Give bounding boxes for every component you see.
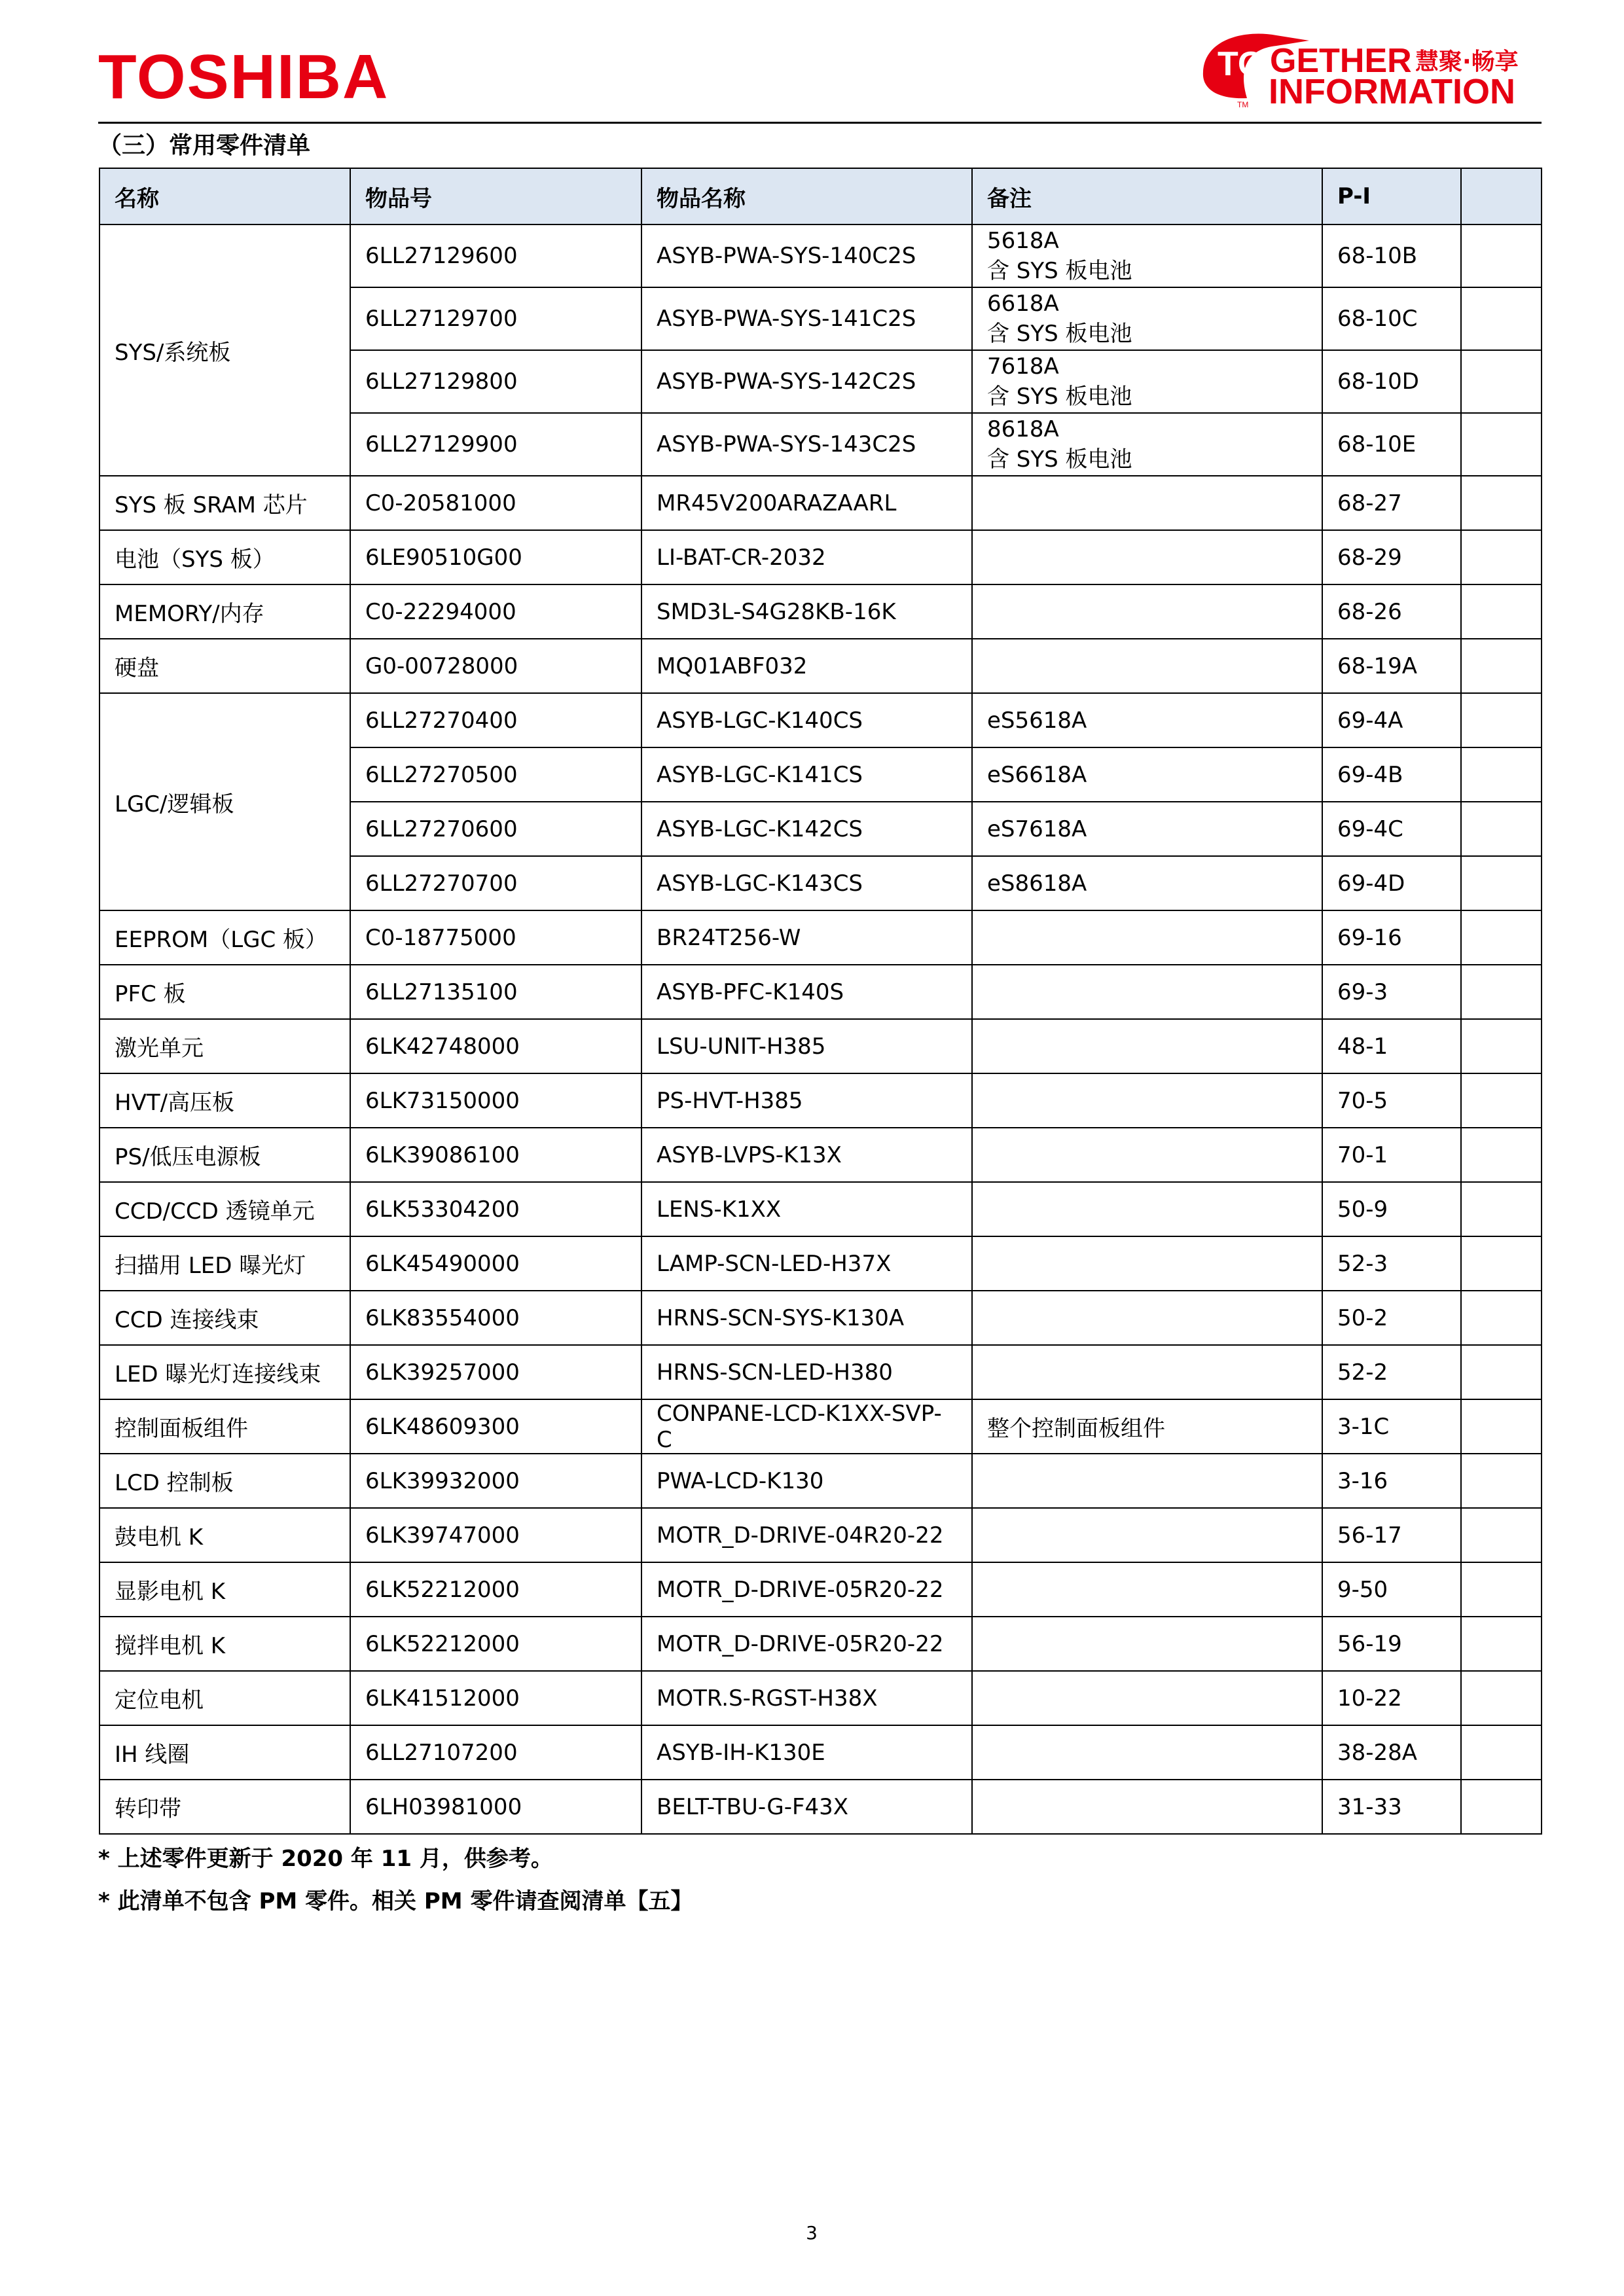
pi-cell: 31-33 bbox=[1322, 1780, 1461, 1834]
blank-cell bbox=[1461, 287, 1542, 350]
pi-cell: 52-2 bbox=[1322, 1345, 1461, 1399]
table-row bbox=[99, 224, 1542, 287]
note-line: 8618A bbox=[987, 416, 1059, 442]
pi-cell: 69-4D bbox=[1322, 856, 1461, 910]
name-cell: 电池（SYS 板） bbox=[99, 530, 350, 584]
pi-cell: 48-1 bbox=[1322, 1019, 1461, 1073]
part-name-cell: ASYB-LGC-K143CS bbox=[641, 856, 972, 910]
column-header-blank bbox=[1461, 168, 1542, 224]
table-row bbox=[99, 1236, 1542, 1291]
part-name-cell: LI-BAT-CR-2032 bbox=[641, 530, 972, 584]
name-cell: 转印带 bbox=[99, 1780, 350, 1834]
table-row bbox=[99, 1073, 1542, 1128]
table-row bbox=[99, 910, 1542, 965]
blank-cell bbox=[1461, 1073, 1542, 1128]
note-cell: eS5618A bbox=[972, 693, 1322, 747]
table-row bbox=[99, 1399, 1542, 1454]
table-row bbox=[99, 476, 1542, 530]
parts-rows bbox=[99, 910, 1542, 1834]
part-name-cell: LSU-UNIT-H385 bbox=[641, 1019, 972, 1073]
part-no-cell: 6LK45490000 bbox=[350, 1236, 641, 1291]
part-name-cell: BELT-TBU-G-F43X bbox=[641, 1780, 972, 1834]
table-row bbox=[99, 1345, 1542, 1399]
blank-cell bbox=[1461, 1345, 1542, 1399]
blank-cell bbox=[1461, 1182, 1542, 1236]
name-cell: PFC 板 bbox=[99, 965, 350, 1019]
part-no-cell: 6LK53304200 bbox=[350, 1182, 641, 1236]
part-name-cell: MOTR_D-DRIVE-05R20-22 bbox=[641, 1562, 972, 1617]
part-no-cell: 6LL27270600 bbox=[350, 802, 641, 856]
name-cell: EEPROM（LGC 板） bbox=[99, 910, 350, 965]
part-no-cell: 6LK73150000 bbox=[350, 1073, 641, 1128]
note-cell bbox=[972, 1291, 1322, 1345]
column-header-part-name: 物品名称 bbox=[641, 168, 972, 224]
pi-cell: 68-10B bbox=[1322, 224, 1461, 287]
part-no-cell: 6LL27135100 bbox=[350, 965, 641, 1019]
note-line: 含 SYS 板电池 bbox=[987, 384, 1132, 410]
part-no-cell: 6LK39257000 bbox=[350, 1345, 641, 1399]
note-cell bbox=[972, 584, 1322, 639]
group-cell-lgc: LGC/逻辑板 bbox=[99, 693, 350, 910]
part-name-cell: ASYB-PFC-K140S bbox=[641, 965, 972, 1019]
together-information-logo bbox=[1198, 26, 1538, 111]
note-cell bbox=[972, 1508, 1322, 1562]
name-cell: 鼓电机 K bbox=[99, 1508, 350, 1562]
part-name-cell: ASYB-LVPS-K13X bbox=[641, 1128, 972, 1182]
table-row bbox=[99, 1780, 1542, 1834]
pi-cell: 52-3 bbox=[1322, 1236, 1461, 1291]
part-name-cell: CONPANE-LCD-K1XX-SVP-C bbox=[641, 1399, 972, 1454]
name-cell: IH 线圈 bbox=[99, 1725, 350, 1780]
part-name-cell: MOTR_D-DRIVE-05R20-22 bbox=[641, 1617, 972, 1671]
blank-cell bbox=[1461, 1671, 1542, 1725]
table-row bbox=[99, 1671, 1542, 1725]
note-cell bbox=[972, 1073, 1322, 1128]
column-header-part-no: 物品号 bbox=[350, 168, 641, 224]
part-name-cell: HRNS-SCN-LED-H380 bbox=[641, 1345, 972, 1399]
part-no-cell: 6LK52212000 bbox=[350, 1562, 641, 1617]
pi-cell: 3-16 bbox=[1322, 1454, 1461, 1508]
pi-cell: 69-4A bbox=[1322, 693, 1461, 747]
note-line: 6618A bbox=[987, 291, 1059, 317]
part-no-cell: 6LL27129800 bbox=[350, 350, 641, 413]
part-no-cell: 6LL27129600 bbox=[350, 224, 641, 287]
part-name-cell: ASYB-IH-K130E bbox=[641, 1725, 972, 1780]
column-header-note: 备注 bbox=[972, 168, 1322, 224]
table-row bbox=[99, 1508, 1542, 1562]
blank-cell bbox=[1461, 693, 1542, 747]
part-name-cell: LENS-K1XX bbox=[641, 1182, 972, 1236]
part-no-cell: 6LK48609300 bbox=[350, 1399, 641, 1454]
pi-cell: 69-3 bbox=[1322, 965, 1461, 1019]
logo-information-text: INFORMATION bbox=[1269, 72, 1515, 111]
pi-cell: 68-10D bbox=[1322, 350, 1461, 413]
pi-cell: 56-19 bbox=[1322, 1617, 1461, 1671]
pi-cell: 3-1C bbox=[1322, 1399, 1461, 1454]
part-name-cell: ASYB-PWA-SYS-141C2S bbox=[641, 287, 972, 350]
table-row bbox=[99, 1019, 1542, 1073]
part-no-cell: C0-20581000 bbox=[350, 476, 641, 530]
name-cell: 定位电机 bbox=[99, 1671, 350, 1725]
blank-cell bbox=[1461, 1399, 1542, 1454]
table-row bbox=[99, 584, 1542, 639]
section-title: （三）常用零件清单 bbox=[98, 132, 311, 159]
blank-cell bbox=[1461, 856, 1542, 910]
pi-cell: 70-5 bbox=[1322, 1073, 1461, 1128]
note-cell bbox=[972, 1345, 1322, 1399]
name-cell: 激光单元 bbox=[99, 1019, 350, 1073]
part-name-cell: PWA-LCD-K130 bbox=[641, 1454, 972, 1508]
part-no-cell: 6LL27270500 bbox=[350, 747, 641, 802]
blank-cell bbox=[1461, 802, 1542, 856]
blank-cell bbox=[1461, 1128, 1542, 1182]
page-number: 3 bbox=[806, 2222, 818, 2244]
note-cell bbox=[972, 965, 1322, 1019]
blank-cell bbox=[1461, 476, 1542, 530]
note-cell bbox=[972, 1128, 1322, 1182]
name-cell: 显影电机 K bbox=[99, 1562, 350, 1617]
table-row bbox=[99, 693, 1542, 747]
pi-cell: 69-4C bbox=[1322, 802, 1461, 856]
part-no-cell: 6LL27129700 bbox=[350, 287, 641, 350]
name-cell: LED 曝光灯连接线束 bbox=[99, 1345, 350, 1399]
table-row bbox=[99, 1128, 1542, 1182]
table-row bbox=[99, 1454, 1542, 1508]
blank-cell bbox=[1461, 1725, 1542, 1780]
logo-tm-text: TM bbox=[1237, 100, 1249, 109]
table-row bbox=[99, 530, 1542, 584]
part-name-cell: ASYB-PWA-SYS-143C2S bbox=[641, 413, 972, 476]
part-no-cell: C0-22294000 bbox=[350, 584, 641, 639]
note-line: 7618A bbox=[987, 353, 1059, 380]
blank-cell bbox=[1461, 413, 1542, 476]
blank-cell bbox=[1461, 747, 1542, 802]
note-cell bbox=[972, 1182, 1322, 1236]
table-row bbox=[99, 1182, 1542, 1236]
footnote-pm: * 此清单不包含 PM 零件。相关 PM 零件请查阅清单【五】 bbox=[98, 1888, 693, 1914]
pi-cell: 10-22 bbox=[1322, 1671, 1461, 1725]
part-name-cell: BR24T256-W bbox=[641, 910, 972, 965]
part-name-cell: ASYB-LGC-K142CS bbox=[641, 802, 972, 856]
name-cell: HVT/高压板 bbox=[99, 1073, 350, 1128]
note-cell bbox=[972, 476, 1322, 530]
note-line: 含 SYS 板电池 bbox=[987, 446, 1132, 473]
note-line: 含 SYS 板电池 bbox=[987, 258, 1132, 284]
part-name-cell: MQ01ABF032 bbox=[641, 639, 972, 693]
note-cell bbox=[972, 1725, 1322, 1780]
note-cell bbox=[972, 910, 1322, 965]
table-row bbox=[99, 1617, 1542, 1671]
footnote-update: * 上述零件更新于 2020 年 11 月，供参考。 bbox=[98, 1846, 553, 1872]
part-no-cell: 6LK39086100 bbox=[350, 1128, 641, 1182]
part-name-cell: MR45V200ARAZAARL bbox=[641, 476, 972, 530]
table-row bbox=[99, 1725, 1542, 1780]
part-name-cell: ASYB-LGC-K140CS bbox=[641, 693, 972, 747]
note-cell bbox=[972, 1617, 1322, 1671]
note-cell bbox=[972, 530, 1322, 584]
blank-cell bbox=[1461, 1508, 1542, 1562]
logo-cn-text: 慧聚·畅享 bbox=[1415, 48, 1519, 75]
table-row bbox=[99, 1562, 1542, 1617]
blank-cell bbox=[1461, 910, 1542, 965]
part-name-cell: ASYB-PWA-SYS-140C2S bbox=[641, 224, 972, 287]
note-line: 含 SYS 板电池 bbox=[987, 321, 1132, 347]
name-cell: SYS 板 SRAM 芯片 bbox=[99, 476, 350, 530]
part-no-cell: 6LL27129900 bbox=[350, 413, 641, 476]
table-row bbox=[99, 1291, 1542, 1345]
blank-cell bbox=[1461, 1236, 1542, 1291]
part-no-cell: 6LK39747000 bbox=[350, 1508, 641, 1562]
part-no-cell: 6LK41512000 bbox=[350, 1671, 641, 1725]
table-row bbox=[99, 965, 1542, 1019]
part-no-cell: 6LK39932000 bbox=[350, 1454, 641, 1508]
parts-table bbox=[99, 168, 1542, 1835]
blank-cell bbox=[1461, 350, 1542, 413]
part-no-cell: 6LL27107200 bbox=[350, 1725, 641, 1780]
blank-cell bbox=[1461, 1562, 1542, 1617]
pi-cell: 50-2 bbox=[1322, 1291, 1461, 1345]
note-line: 5618A bbox=[987, 228, 1059, 254]
blank-cell bbox=[1461, 530, 1542, 584]
blank-cell bbox=[1461, 584, 1542, 639]
name-cell: MEMORY/内存 bbox=[99, 584, 350, 639]
name-cell: 硬盘 bbox=[99, 639, 350, 693]
note-cell bbox=[972, 639, 1322, 693]
pi-cell: 70-1 bbox=[1322, 1128, 1461, 1182]
pi-cell: 50-9 bbox=[1322, 1182, 1461, 1236]
blank-cell bbox=[1461, 639, 1542, 693]
pi-cell: 38-28A bbox=[1322, 1725, 1461, 1780]
name-cell: CCD/CCD 透镜单元 bbox=[99, 1182, 350, 1236]
pi-cell: 68-10E bbox=[1322, 413, 1461, 476]
blank-cell bbox=[1461, 1617, 1542, 1671]
column-header-pi: P-I bbox=[1322, 168, 1461, 224]
note-cell: 整个控制面板组件 bbox=[972, 1399, 1322, 1454]
blank-cell bbox=[1461, 224, 1542, 287]
name-cell: 扫描用 LED 曝光灯 bbox=[99, 1236, 350, 1291]
name-cell: LCD 控制板 bbox=[99, 1454, 350, 1508]
name-cell: 搅拌电机 K bbox=[99, 1617, 350, 1671]
note-cell: eS6618A bbox=[972, 747, 1322, 802]
part-no-cell: C0-18775000 bbox=[350, 910, 641, 965]
part-name-cell: MOTR_D-DRIVE-04R20-22 bbox=[641, 1508, 972, 1562]
column-header-name: 名称 bbox=[99, 168, 350, 224]
name-cell: PS/低压电源板 bbox=[99, 1128, 350, 1182]
note-cell: eS7618A bbox=[972, 802, 1322, 856]
part-no-cell: 6LH03981000 bbox=[350, 1780, 641, 1834]
part-name-cell: MOTR.S-RGST-H38X bbox=[641, 1671, 972, 1725]
pi-cell: 68-29 bbox=[1322, 530, 1461, 584]
name-cell: 控制面板组件 bbox=[99, 1399, 350, 1454]
group-cell-sys: SYS/系统板 bbox=[99, 224, 350, 476]
pi-cell: 68-27 bbox=[1322, 476, 1461, 530]
pi-cell: 69-16 bbox=[1322, 910, 1461, 965]
part-name-cell: ASYB-LGC-K141CS bbox=[641, 747, 972, 802]
blank-cell bbox=[1461, 1780, 1542, 1834]
toshiba-logo: TOSHIBA bbox=[98, 42, 389, 112]
note-cell bbox=[972, 1562, 1322, 1617]
blank-cell bbox=[1461, 1019, 1542, 1073]
part-no-cell: 6LL27270700 bbox=[350, 856, 641, 910]
note-cell bbox=[972, 350, 1322, 413]
name-cell: CCD 连接线束 bbox=[99, 1291, 350, 1345]
pi-cell: 56-17 bbox=[1322, 1508, 1461, 1562]
note-cell bbox=[972, 287, 1322, 350]
part-name-cell: SMD3L-S4G28KB-16K bbox=[641, 584, 972, 639]
note-cell bbox=[972, 1019, 1322, 1073]
part-name-cell: PS-HVT-H385 bbox=[641, 1073, 972, 1128]
logo-to-text: TO bbox=[1218, 45, 1265, 83]
part-name-cell: ASYB-PWA-SYS-142C2S bbox=[641, 350, 972, 413]
part-no-cell: 6LL27270400 bbox=[350, 693, 641, 747]
note-cell: eS8618A bbox=[972, 856, 1322, 910]
pi-cell: 68-10C bbox=[1322, 287, 1461, 350]
note-cell bbox=[972, 224, 1322, 287]
blank-cell bbox=[1461, 1454, 1542, 1508]
header-divider bbox=[98, 122, 1542, 124]
logo-gether-text: GETHER bbox=[1270, 42, 1412, 80]
table-header-row bbox=[99, 168, 1542, 224]
note-cell bbox=[972, 413, 1322, 476]
pi-cell: 68-19A bbox=[1322, 639, 1461, 693]
note-cell bbox=[972, 1236, 1322, 1291]
part-name-cell: LAMP-SCN-LED-H37X bbox=[641, 1236, 972, 1291]
part-no-cell: G0-00728000 bbox=[350, 639, 641, 693]
part-name-cell: HRNS-SCN-SYS-K130A bbox=[641, 1291, 972, 1345]
table-row bbox=[99, 639, 1542, 693]
pi-cell: 69-4B bbox=[1322, 747, 1461, 802]
part-no-cell: 6LK83554000 bbox=[350, 1291, 641, 1345]
blank-cell bbox=[1461, 1291, 1542, 1345]
pi-cell: 68-26 bbox=[1322, 584, 1461, 639]
blank-cell bbox=[1461, 965, 1542, 1019]
pi-cell: 9-50 bbox=[1322, 1562, 1461, 1617]
note-cell bbox=[972, 1671, 1322, 1725]
part-no-cell: 6LK52212000 bbox=[350, 1617, 641, 1671]
note-cell bbox=[972, 1454, 1322, 1508]
part-no-cell: 6LE90510G00 bbox=[350, 530, 641, 584]
part-no-cell: 6LK42748000 bbox=[350, 1019, 641, 1073]
note-cell bbox=[972, 1780, 1322, 1834]
